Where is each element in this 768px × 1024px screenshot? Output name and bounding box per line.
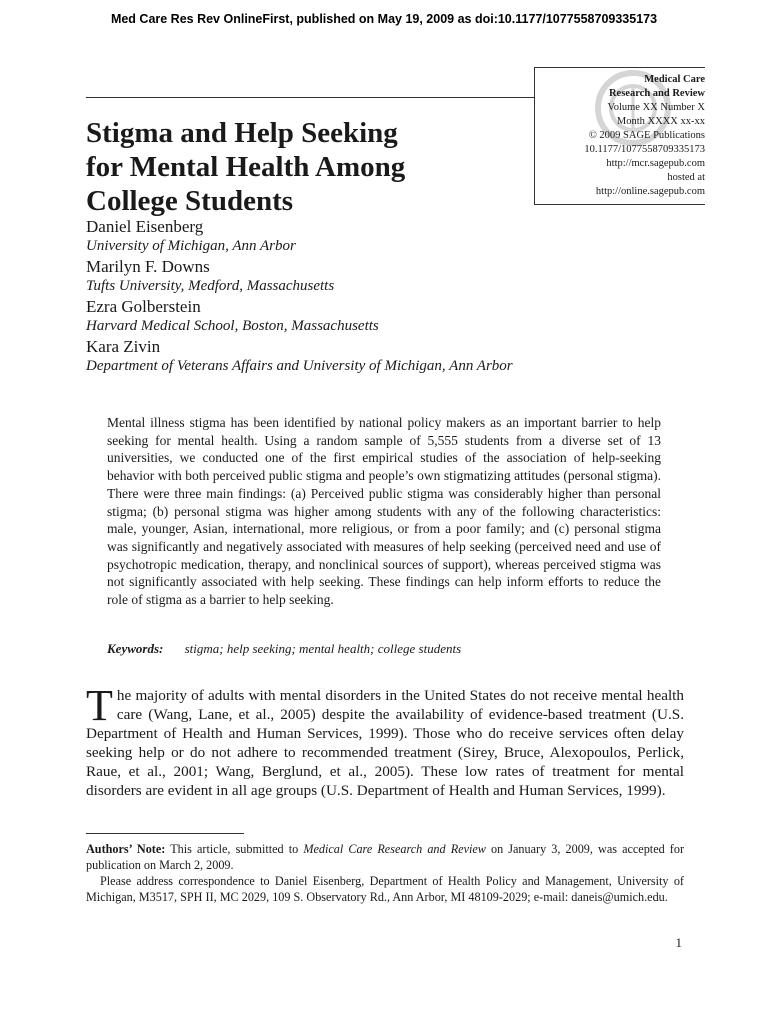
footnote-rule (86, 833, 244, 834)
author-list (86, 216, 686, 376)
authors-note-text-before: This article, submitted to (170, 842, 299, 856)
online-first-header: Med Care Res Rev OnlineFirst, published on May 19, 2009 as doi:10.1177/1077558709335173 (110, 12, 658, 26)
drop-cap: T (86, 681, 113, 730)
keywords-label: Keywords: (107, 641, 164, 656)
body-paragraph (86, 681, 684, 800)
article-title (86, 116, 526, 218)
journal-url[interactable]: http://mcr.sagepub.com (606, 158, 705, 169)
journal-name-line1: Medical Care (644, 74, 705, 85)
authors-note-label: Authors’ Note: (86, 842, 166, 856)
journal-doi: 10.1177/1077558709335173 (584, 144, 705, 155)
author-affiliation: University of Michigan, Ann Arbor (86, 238, 296, 254)
authors-note-journal: Medical Care Research and Review (303, 842, 486, 856)
journal-name-line2: Research and Review (608, 88, 705, 99)
keywords-value: stigma; help seeking; mental health; college students (184, 641, 462, 656)
title-line: Stigma and Help Seeking (86, 117, 398, 149)
correspondence-note: Please address correspondence to Daniel Eisenberg, Department of Health Policy and Management, University of Michigan, M3517, SPH II, MC 2029, 109 S. Observatory Rd., Ann Arbor, MI 48109-2029; e-mail: daneis@umich.edu. (86, 874, 684, 904)
title-rule (86, 97, 534, 98)
journal-info-box (534, 67, 705, 205)
journal-host-url[interactable]: http://online.sagepub.com (595, 186, 705, 197)
footnotes (86, 841, 684, 905)
abstract: Mental illness stigma has been identified by national policy makers as an important barrier to help seeking for mental health. Using a random sample of 5,555 students from a diverse set of 13 universities, we conducted one of the first empirical studies of the association of help-seeking behavior with both perceived public stigma and people’s own stigmatizing attitudes (personal stigma). There were three main findings: (a) Perceived public stigma was considerably higher than personal stigma; (b) personal stigma was higher among students with any of the following characteristics: male, younger, Asian, international, more religious, or from a poor family; and (c) personal stigma was significantly and negatively associated with measures of help seeking (perceived need and use of psychotropic medication, therapy, and nonclinical sources of support), whereas perceived stigma was not significantly associated with help seeking. These findings can help inform efforts to reduce the role of stigma as a barrier to help seeking. (107, 415, 661, 608)
page-number: 1 (675, 935, 682, 950)
title-line: College Students (86, 185, 294, 217)
author-name: Ezra Golberstein (86, 297, 201, 316)
author-name: Kara Zivin (86, 337, 161, 356)
journal-copyright: © 2009 SAGE Publications (588, 130, 705, 141)
keywords (107, 641, 461, 657)
journal-month: Month XXXX xx-xx (616, 116, 705, 127)
author-name: Daniel Eisenberg (86, 217, 204, 236)
journal-info-text (584, 73, 705, 199)
title-line: for Mental Health Among (86, 151, 406, 183)
author-affiliation: Department of Veterans Affairs and University of Michigan, Ann Arbor (86, 358, 513, 374)
journal-volume: Volume XX Number X (607, 102, 705, 113)
authors-note (86, 841, 684, 873)
author-affiliation: Harvard Medical School, Boston, Massachusetts (86, 318, 379, 334)
body-text: he majority of adults with mental disorders in the United States do not receive mental health care (Wang, Lane, et al., 2005) despite the availability of evidence-based treatment (U.S. Department of Health and Human Services, 1999). Those who do receive services often delay seeking help or do not adhere to recommended treatment (Sirey, Bruce, Alexopoulos, Perlick, Raue, et al., 2001; Wang, Berglund, et al., 2005). These low rates of treatment for mental disorders are evident in all age groups (U.S. Department of Health and Human Services, 1999). (86, 687, 684, 799)
author-affiliation: Tufts University, Medford, Massachusetts (86, 278, 335, 294)
author-name: Marilyn F. Downs (86, 257, 210, 276)
journal-hosted-label: hosted at (667, 172, 705, 183)
authors-note-text-after: on January 3, 2009, was accepted for publication on March 2, 2009. (86, 842, 684, 872)
